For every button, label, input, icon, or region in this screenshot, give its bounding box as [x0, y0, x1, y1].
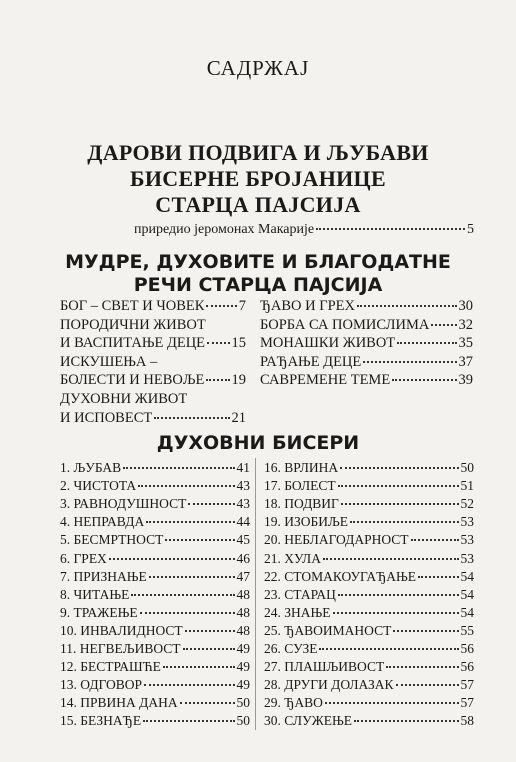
column-divider — [255, 458, 256, 730]
page-number: 47 — [236, 568, 250, 584]
toc-entry[interactable] — [60, 640, 250, 658]
page-number: 56 — [460, 641, 474, 656]
entry-label: 1. ЉУБАВ — [60, 460, 122, 475]
page-number: 5 — [467, 222, 474, 237]
entry-label: 19. ИЗОБИЉЕ — [264, 514, 349, 530]
dot-leader — [207, 342, 229, 344]
page-number: 39 — [458, 372, 473, 389]
dot-leader — [165, 539, 234, 541]
dot-leader — [431, 324, 456, 326]
editor-entry[interactable] — [134, 221, 474, 239]
page-number: 54 — [460, 586, 474, 602]
toc-entry[interactable] — [264, 712, 474, 730]
page-number: 50 — [460, 460, 474, 475]
page-number: 50 — [236, 713, 250, 729]
page-number: 44 — [236, 514, 250, 530]
entry-label: 13. ОДГОВОР — [60, 677, 143, 693]
page-title: САДРЖАЈ — [206, 56, 310, 80]
entry-label: 6. ГРЕХ — [60, 550, 107, 566]
toc-entry-line: ИСКУШЕЊА – — [60, 353, 158, 370]
page-number: 49 — [236, 659, 250, 675]
editor-label: приредио јеромонах Макарије — [134, 222, 315, 237]
entry-label: И ИСПОВЕСТ — [60, 409, 153, 426]
toc-entry-line: ДУХОВНИ ЖИВОТ — [60, 391, 188, 407]
dot-leader — [396, 684, 459, 686]
entry-label: 25. ЂАВОИМАНОСТ — [264, 622, 392, 638]
toc-entry[interactable] — [60, 550, 250, 568]
page-number: 57 — [460, 677, 474, 693]
entry-label: РАЂАЊЕ ДЕЦЕ — [260, 353, 362, 370]
toc-entry[interactable] — [264, 640, 474, 658]
entry-label: И ВАСПИТАЊЕ ДЕЦЕ — [60, 335, 206, 352]
page-number: 54 — [460, 604, 474, 620]
toc-entry[interactable] — [260, 334, 473, 352]
section-2-heading: ДУХОВНИ БИСЕРИ — [156, 432, 360, 454]
toc-entry[interactable] — [60, 371, 246, 389]
toc-entry[interactable] — [264, 658, 474, 676]
dot-leader — [144, 684, 234, 686]
dot-leader — [180, 702, 235, 704]
entry-label: 4. НЕПРАВДА — [60, 514, 145, 530]
toc-entry[interactable] — [260, 297, 473, 315]
toc-entry[interactable] — [60, 676, 250, 694]
toc-entry[interactable] — [60, 297, 246, 315]
book-title-line-3: СТАРЦА ПАЈСИЈА — [155, 192, 361, 217]
toc-entry[interactable] — [60, 495, 250, 513]
dot-leader — [340, 467, 458, 469]
entry-label: ЂАВО И ГРЕХ — [260, 298, 356, 314]
toc-entry-line: ПОРОДИЧНИ ЖИВОТ — [60, 316, 206, 333]
toc-entry[interactable] — [260, 353, 473, 371]
section-1-heading-line-2: РЕЧИ СТАРЦА ПАЈСИЈА — [133, 274, 383, 296]
page-number: 52 — [460, 496, 474, 512]
dot-leader — [338, 594, 459, 596]
toc-entry[interactable] — [60, 459, 250, 477]
page-number: 35 — [458, 335, 473, 352]
dot-leader — [140, 612, 235, 614]
dot-leader — [138, 485, 234, 487]
page-number: 48 — [236, 586, 250, 602]
entry-label: 8. ЧИТАЊЕ — [60, 586, 130, 602]
page-number: 41 — [236, 460, 250, 475]
entry-label: 15. БЕЗНАЂЕ — [60, 713, 142, 729]
dot-leader — [185, 630, 235, 632]
page-number: 45 — [236, 532, 250, 548]
entry-label: 16. ВРЛИНА — [264, 460, 339, 475]
toc-entry[interactable] — [264, 676, 474, 694]
entry-label: 11. НЕГВЕЉИВОСТ — [60, 641, 181, 656]
toc-entry[interactable] — [264, 622, 474, 640]
page-number: 56 — [460, 659, 474, 675]
page-number: 49 — [236, 641, 250, 656]
dot-leader — [393, 630, 458, 632]
entry-label: 9. ТРАЖЕЊЕ — [60, 604, 138, 620]
dot-leader — [143, 720, 234, 722]
entry-label: 7. ПРИЗНАЊЕ — [60, 568, 147, 584]
toc-entry[interactable] — [60, 604, 250, 622]
entry-label: 3. РАВНОДУШНОСТ — [60, 496, 187, 512]
dot-leader — [163, 666, 235, 668]
entry-label: 29. ЂАВО — [264, 695, 323, 711]
entry-label: 26. СУЗЕ — [264, 641, 318, 656]
page-number: 21 — [231, 409, 246, 426]
dot-leader — [206, 305, 236, 307]
toc-entry[interactable] — [264, 459, 474, 477]
dot-leader — [411, 539, 459, 541]
entry-label: 12. БЕСТРАШЋЕ — [60, 659, 161, 675]
book-title-line-2: БИСЕРНЕ БРОЈАНИЦЕ — [130, 166, 386, 191]
toc-entry[interactable] — [260, 316, 473, 334]
entry-label: 27. ПЛАШЉИВОСТ — [264, 659, 385, 675]
entry-label: БОГ – СВЕТ И ЧОВЕК — [60, 298, 205, 314]
page-number: 48 — [236, 622, 250, 638]
dot-leader — [392, 379, 456, 381]
dot-leader — [154, 417, 229, 419]
toc-entry[interactable] — [260, 371, 473, 389]
page-number: 30 — [458, 298, 473, 314]
dot-leader — [363, 361, 456, 363]
entry-label: 22. СТОМАКОУГАЂАЊЕ — [264, 568, 417, 584]
toc-entry[interactable] — [60, 586, 250, 604]
dot-leader — [418, 576, 458, 578]
entry-label: 2. ЧИСТОТА — [60, 478, 137, 494]
dot-leader — [123, 467, 234, 469]
dot-leader — [316, 228, 465, 230]
page-number: 15 — [231, 335, 246, 352]
toc-entry[interactable] — [60, 409, 246, 427]
entry-label: 18. ПОДВИГ — [264, 496, 339, 512]
page-number: 43 — [236, 478, 250, 494]
toc-entry[interactable] — [60, 694, 250, 712]
toc-entry[interactable] — [264, 586, 474, 604]
entry-label: 17. БОЛЕСТ — [264, 478, 336, 494]
dot-leader — [350, 521, 458, 523]
entry-label: 23. СТАРАЦ — [264, 586, 336, 602]
entry-label: 10. ИНВАЛИДНОСТ — [60, 622, 183, 638]
dot-leader — [341, 503, 459, 505]
page-number: 50 — [236, 695, 250, 711]
toc-entry[interactable] — [264, 550, 474, 568]
page-number: 55 — [460, 622, 474, 638]
toc-entry[interactable] — [60, 334, 246, 352]
toc-entry[interactable] — [264, 477, 474, 495]
entry-label: 28. ДРУГИ ДОЛАЗАК — [264, 677, 394, 693]
toc-entry[interactable] — [264, 604, 474, 622]
entry-label: 20. НЕБЛАГОДАРНОСТ — [264, 532, 409, 548]
entry-label: 24. ЗНАЊЕ — [264, 604, 331, 620]
toc-entry[interactable] — [264, 694, 474, 712]
dot-leader — [131, 594, 234, 596]
page-number: 19 — [231, 372, 246, 389]
dot-leader — [206, 379, 229, 381]
dot-leader — [386, 666, 458, 668]
toc-entry[interactable] — [60, 622, 250, 640]
page-number: 7 — [238, 298, 246, 314]
entry-label: 21. ХУЛА — [264, 550, 321, 566]
dot-leader — [333, 612, 459, 614]
toc-entry[interactable] — [264, 495, 474, 513]
entry-label: МОНАШКИ ЖИВОТ — [260, 335, 396, 352]
entry-label: 30. СЛУЖЕЊЕ — [264, 713, 352, 729]
toc-entry[interactable] — [264, 531, 474, 549]
page-number: 37 — [458, 353, 473, 370]
toc-entry[interactable] — [60, 513, 250, 531]
toc-entry[interactable] — [60, 568, 250, 586]
dot-leader — [397, 342, 456, 344]
toc-entry[interactable] — [60, 712, 250, 730]
dot-leader — [319, 648, 458, 650]
entry-label: БОЛЕСТИ И НЕВОЉЕ — [60, 372, 205, 389]
entry-label: 5. БЕСМРТНОСТ — [60, 532, 164, 548]
page-number: 54 — [460, 568, 474, 584]
toc-entry[interactable] — [60, 477, 250, 495]
toc-entry[interactable] — [60, 531, 250, 549]
page-number: 58 — [460, 713, 474, 729]
dot-leader — [357, 305, 456, 307]
dot-leader — [323, 558, 459, 560]
dot-leader — [149, 576, 235, 578]
dot-leader — [109, 558, 235, 560]
section-1-heading-line-1: МУДРЕ, ДУХОВИТЕ И БЛАГОДАТНЕ — [65, 251, 451, 273]
entry-label: САВРЕМЕНЕ ТЕМЕ — [260, 372, 391, 389]
entry-label: БОРБА СА ПОМИСЛИМА — [260, 316, 430, 333]
page-number: 43 — [236, 496, 250, 512]
dot-leader — [188, 503, 234, 505]
toc-entry[interactable] — [264, 513, 474, 531]
page-number: 53 — [460, 532, 474, 548]
page-number: 46 — [236, 550, 250, 566]
dot-leader — [325, 702, 459, 704]
dot-leader — [354, 720, 459, 722]
dot-leader — [183, 648, 235, 650]
entry-label: 14. ПРВИНА ДАНА — [60, 695, 178, 711]
page-number: 57 — [460, 695, 474, 711]
page-number: 53 — [460, 514, 474, 530]
page-number: 53 — [460, 550, 474, 566]
dot-leader — [146, 521, 234, 523]
toc-entry[interactable] — [264, 568, 474, 586]
page-number: 32 — [458, 316, 473, 333]
dot-leader — [338, 485, 459, 487]
toc-entry[interactable] — [60, 658, 250, 676]
book-title-line-1: ДАРОВИ ПОДВИГА И ЉУБАВИ — [87, 140, 429, 165]
page-number: 51 — [460, 478, 474, 494]
page-number: 48 — [236, 604, 250, 620]
page-number: 49 — [236, 677, 250, 693]
